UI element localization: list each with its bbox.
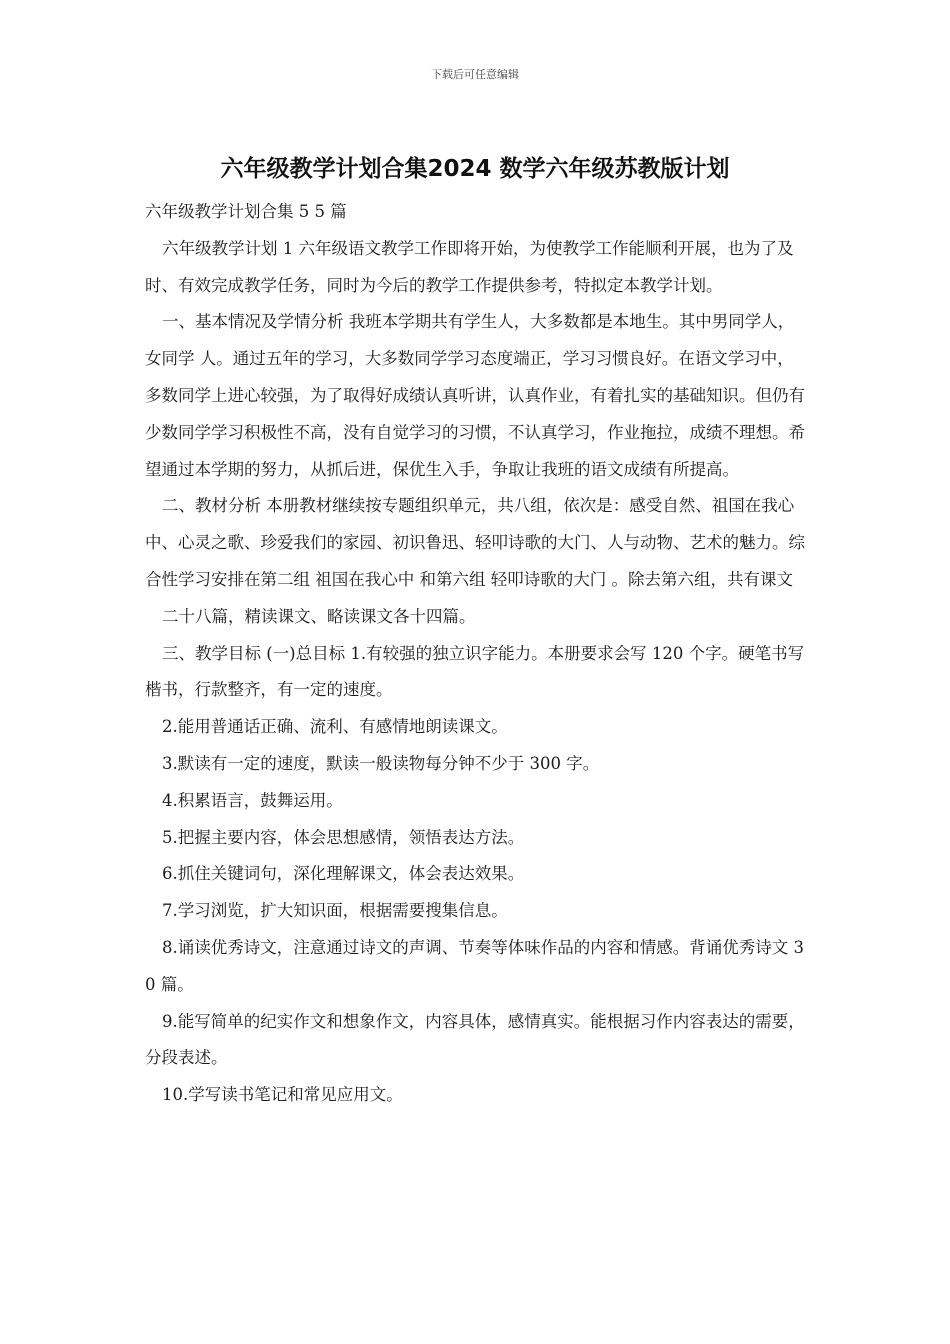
document-body	[145, 194, 810, 1114]
document-subtitle: 六年级教学计划合集 5 5 篇	[145, 202, 347, 221]
list-item: 5.把握主要内容，体会思想感情，领悟表达方法。	[162, 827, 525, 847]
list-item: 7.学习浏览，扩大知识面，根据需要搜集信息。	[162, 901, 508, 921]
list-item: 4.积累语言，鼓舞运用。	[162, 790, 343, 810]
list-item: 10.学写读书笔记和常见应用文。	[162, 1085, 403, 1105]
paragraph: 二、教材分析 本册教材继续按专题组织单元，共八组，依次是：感受自然、祖国在我心中、心灵之歌、珍爱我们的家园、初识鲁迅、轻叩诗歌的大门、人与动物、艺术的魅力。综合性学习安排在第二组 祖国在我心中 和第六组 轻叩诗歌的大门 。除去第六组，共有课文	[145, 496, 805, 589]
list-item: 3.默读有一定的速度，默读一般读物每分钟不少于 300 字。	[162, 753, 600, 773]
header-note: 下载后可任意编辑	[431, 68, 519, 81]
list-item: 9.能写简单的纪实作文和想象作文，内容具体，感情真实。能根据习作内容表达的需要，分段表述。	[145, 1011, 805, 1068]
paragraph: 三、教学目标 (一)总目标 1.有较强的独立识字能力。本册要求会写 120 个字。硬笔书写楷书，行款整齐，有一定的速度。	[145, 643, 805, 700]
document-title: 六年级教学计划合集2024 数学六年级苏教版计划	[220, 156, 730, 182]
paragraph: 二十八篇，精读课文、略读课文各十四篇。	[162, 606, 476, 626]
list-item: 6.抓住关键词句，深化理解课文，体会表达效果。	[162, 864, 525, 884]
list-item: 8.诵读优秀诗文，注意通过诗文的声调、节奏等体味作品的内容和情感。背诵优秀诗文 30 篇。	[145, 937, 804, 994]
paragraph: 一、基本情况及学情分析 我班本学期共有学生人，大多数都是本地生。其中男同学人，女同学 人。通过五年的学习，大多数同学学习态度端正，学习习惯良好。在语文学习中，多数同学上进心较强，为了取得好成绩认真听讲，认真作业，有着扎实的基础知识。但仍有少数同学学习积极性不高，没有自觉学习的习惯，不认真学习，作业拖拉，成绩不理想。希望通过本学期的努力，从抓后进，保优生入手，争取让我班的语文成绩有所提高。	[145, 312, 805, 479]
paragraph: 六年级教学计划 1 六年级语文教学工作即将开始，为使教学工作能顺利开展，也为了及时、有效完成教学任务，同时为今后的教学工作提供参考，特拟定本教学计划。	[145, 238, 794, 295]
list-item: 2.能用普通话正确、流利、有感情地朗读课文。	[162, 717, 508, 737]
